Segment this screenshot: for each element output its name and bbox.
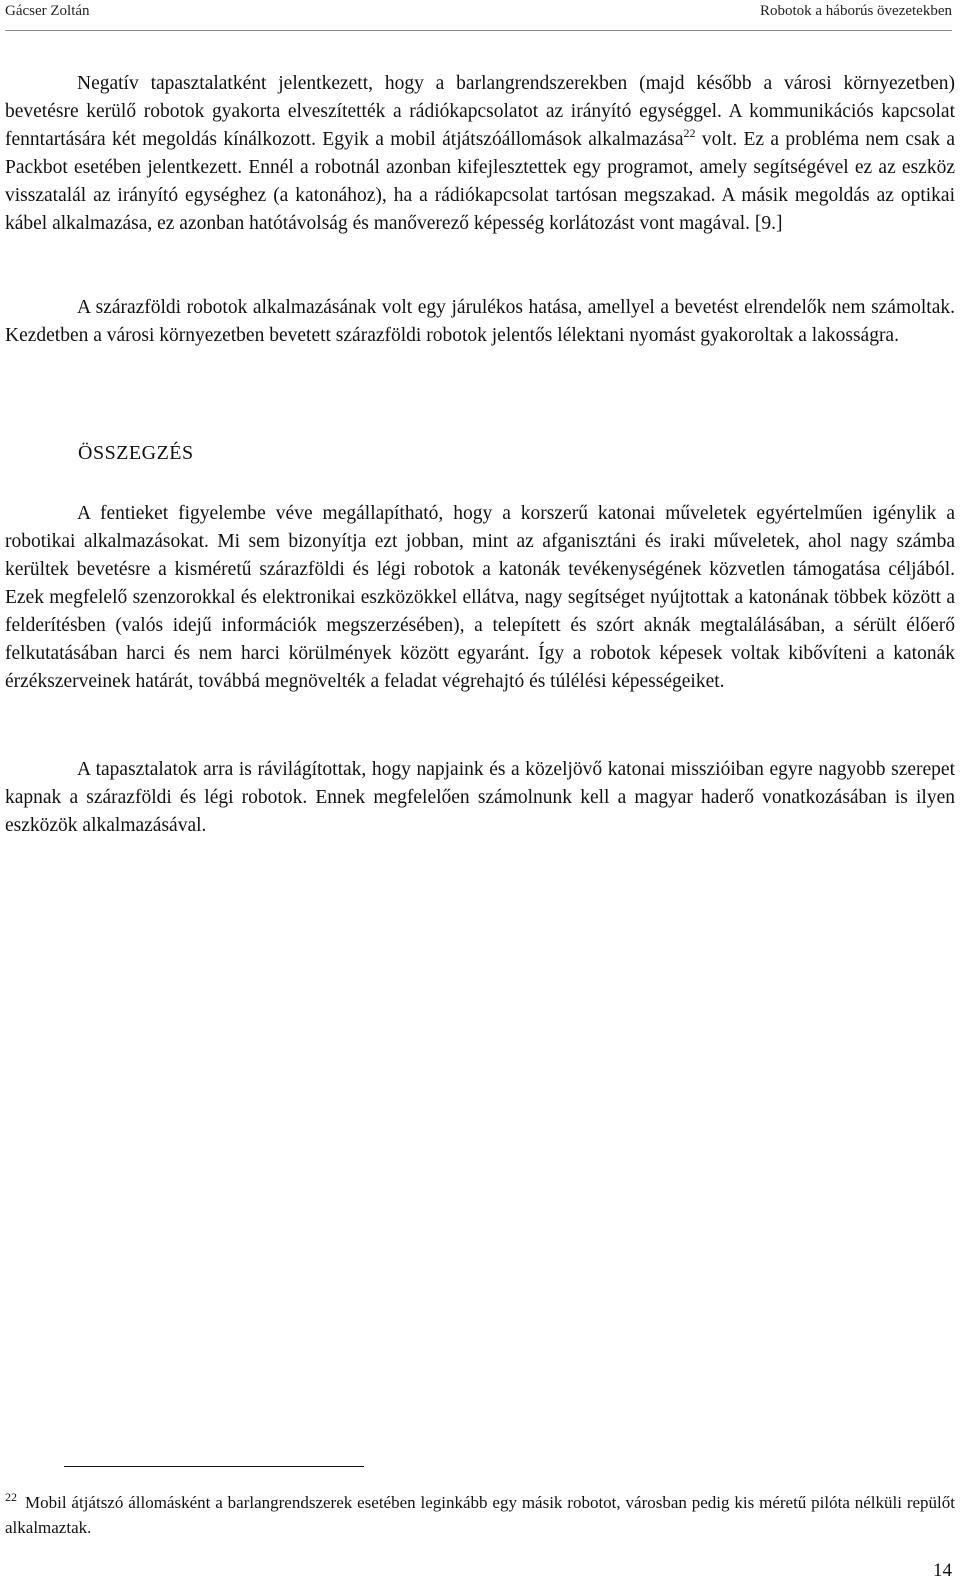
footnote-separator [64, 1466, 364, 1467]
header-title: Robotok a háborús övezetekben [759, 3, 952, 19]
page-number: 14 [933, 1560, 952, 1581]
header-author: Gácser Zoltán [5, 3, 90, 19]
paragraph-summary-2: A tapasztalatok arra is rávilágítottak, hogy napjaink és a közeljövő katonai misszióiban egyre nagyobb szerepet kapnak a szárazföldi és légi robotok. Ennek megfelelően számolnunk kell a magyar haderő vonatkozásában is ilyen eszközök alkalmazásával. [5, 759, 955, 836]
paragraph-communication [5, 70, 955, 238]
footnote [5, 1490, 955, 1540]
paragraph-communication-text-a: Negatív tapasztalatként jelentkezett, hogy a barlangrendszerekben (majd később a városi környezetben) bevetésre kerülő robotok gyakorta elveszítették a rádiókapcsolatot az irányító egységgel. A kommunikációs kapcsolat fenntartására két megoldás kínálkozott. Egyik a mobil átjátszóállomások alkalmazása [5, 73, 955, 150]
page-header [5, 0, 952, 31]
section-heading-summary: ÖSSZEGZÉS [78, 442, 194, 464]
footnote-number: 22 [5, 1490, 17, 1504]
footnote-text: Mobil átjátszó állomásként a barlangrendszerek esetében leginkább egy másik robotot, városban pedig kis méretű pilóta nélküli repülőt alkalmaztak. [5, 1493, 955, 1537]
paragraph-communication-text-b: volt. Ez a probléma nem csak a Packbot esetében jelentkezett. Ennél a robotnál azonban kifejlesztettek egy programot, amely segítségével ez az eszköz visszatalál az irányító egységhez (a katonához), ha a rádiókapcsolat tartósan megszakad. A másik megoldás az optikai kábel alkalmazása, ez azonban hatótávolság és manőverező képesség korlátozást vont magával. [9.] [5, 129, 956, 234]
paragraph-summary-1: A fentieket figyelembe véve megállapítható, hogy a korszerű katonai műveletek egyértelműen igénylik a robotikai alkalmazásokat. Mi sem bizonyítja ezt jobban, mint az afganisztáni és iraki műveletek, ahol nagy számba kerültek bevetésre a kisméretű szárazföldi és légi robotok a katonák tevékenységének közvetlen támogatása céljából. Ezek megfelelő szenzorokkal és elektronikai eszközökkel ellátva, nagy segítséget nyújtottak a katonának többek között a felderítésben (valós idejű információk megszerzésében), a telepített és szórt aknák megtalálásában, a sérült élőerő felkutatásában harci és nem harci körülmények között egyaránt. Így a robotok képesek voltak kibővíteni a katonák érzékszerveinek határát, továbbá megnövelték a feladat végrehajtó és túlélési képességeiket. [5, 503, 955, 692]
footnote-reference: 22 [683, 126, 696, 140]
paragraph-psychological-effect: A szárazföldi robotok alkalmazásának volt egy járulékos hatása, amellyel a bevetést elrendelők nem számoltak. Kezdetben a városi környezetben bevetett szárazföldi robotok jelentős lélektani nyomást gyakoroltak a lakosságra. [5, 297, 955, 346]
